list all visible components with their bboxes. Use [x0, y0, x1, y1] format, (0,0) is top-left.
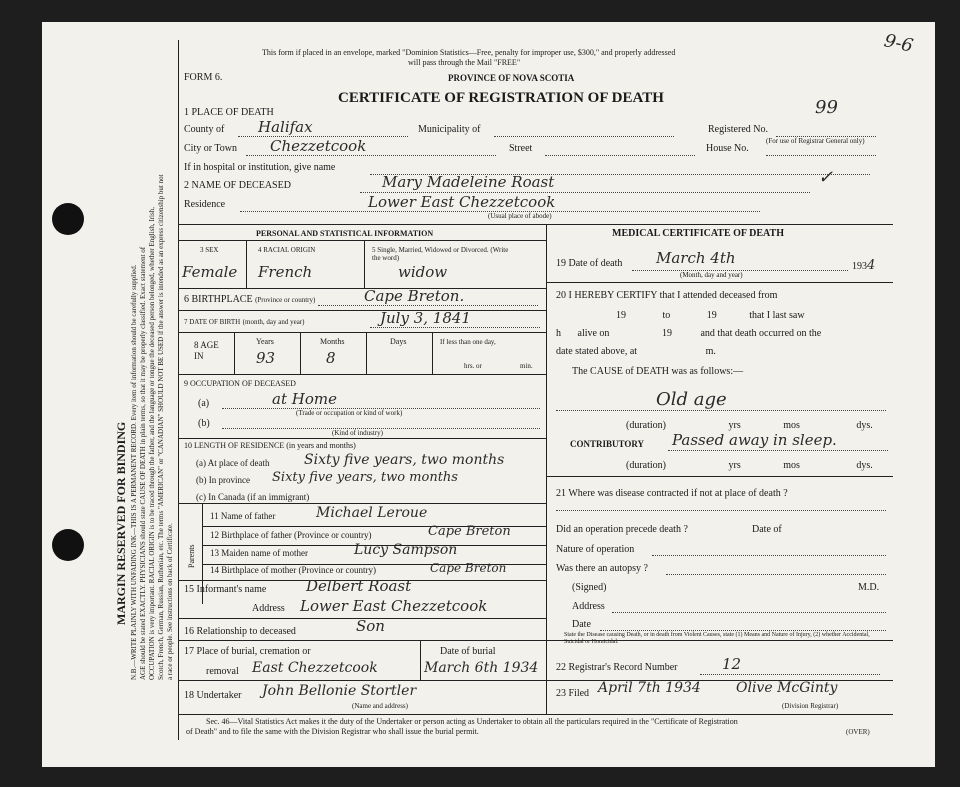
informant-address-label: Address [252, 603, 285, 614]
burial-date-value: March 6th 1934 [424, 660, 539, 676]
q-date-of: Date of [752, 524, 782, 535]
death-year-prefix: 193 [852, 261, 867, 272]
birthplace-note: (Province or country) [255, 296, 316, 304]
residence-label: Residence [184, 199, 226, 210]
contrib-dys-label: dys. [856, 460, 873, 471]
margin-line-5: a race or people. See instructions on back of Certificate. [166, 523, 174, 680]
informant-value: Delbert Roast [306, 577, 412, 595]
informant-address-value: Lower East Chezzetcook [300, 597, 488, 615]
contrib-mos-label: mos [783, 460, 800, 471]
death-date-label: 19 Date of death [556, 258, 623, 269]
dob-note: (month, day and year) [242, 318, 305, 326]
occ-a-note: (Trade or occupation or kind of work) [296, 409, 403, 417]
md-label: M.D. [858, 582, 880, 593]
med-date-label: Date [572, 619, 591, 630]
years-value: 93 [256, 349, 276, 367]
province-title: PROVINCE OF NOVA SCOTIA [448, 73, 575, 83]
mail-notice-line2: will pass through the Mail "FREE" [408, 58, 521, 67]
house-line [766, 155, 876, 156]
street-line [545, 155, 695, 156]
death-date-value: March 4th [656, 249, 736, 267]
contrib-line [668, 450, 888, 451]
cause-duration-label: (duration) [626, 420, 666, 431]
residence-note: (Usual place of abode) [488, 212, 552, 220]
form-number: FORM 6. [184, 72, 223, 83]
municipality-line [494, 136, 674, 137]
status-label: 5 Single, Married, Widowed or Divorced. (Write the word) [372, 246, 509, 262]
death-year-value: 4 [867, 258, 876, 273]
days-label: Days [390, 337, 407, 346]
form-left-border [178, 40, 179, 740]
street-label: Street [509, 143, 533, 154]
undertaker-note: (Name and address) [352, 702, 408, 710]
q-nature: Nature of operation [556, 544, 635, 555]
cause-label: The CAUSE of DEATH was as follows:— [572, 366, 744, 377]
margin-line-3: OCCUPATION is very important. RACIAL ORIGIN is to be traced through the father, and the language or tongue the deceased person belonged, whether English, Irish, [148, 207, 156, 680]
name-value: Mary Madeleine Roast [382, 173, 555, 191]
birthplace-value: Cape Breton. [364, 287, 465, 305]
contrib-duration-label: (duration) [626, 460, 666, 471]
death-date-note: (Month, day and year) [680, 271, 743, 279]
res-a-label: (a) At place of death [196, 458, 270, 468]
res-b-label: (b) In province [196, 475, 250, 485]
rule-age [178, 374, 546, 375]
from-19: 19 [616, 310, 626, 321]
county-value: Halifax [258, 118, 313, 136]
occ-b: (b) [198, 418, 210, 429]
occ-a: (a) [198, 398, 210, 409]
sex-divider [246, 240, 247, 288]
relationship-value: Son [356, 617, 385, 635]
medical-heading: MEDICAL CERTIFICATE OF DEATH [612, 228, 784, 239]
rule-top [178, 224, 893, 225]
sex-label: 3 SEX [200, 246, 219, 254]
months-label: Months [320, 337, 345, 346]
mother-label: 13 Maiden name of mother [210, 548, 308, 558]
registered-note: (For use of Registrar General only) [766, 137, 865, 145]
rule-res [178, 503, 546, 504]
death-year [852, 258, 875, 274]
q23-signature: Olive McGinty [736, 680, 838, 696]
municipality-label: Municipality of [418, 124, 481, 135]
margin-line-4: Scotch, French, German, Russian, Ruthenian, etc. The terms "AMERICAN" or "CANADIAN" SHOULD NOT BE USED if the answer is intended as an express citizenship but not [157, 174, 165, 680]
age-div4 [432, 332, 433, 374]
race-value: French [258, 263, 313, 281]
res-b-value: Sixty five years, two months [272, 470, 458, 485]
q-operation: Did an operation precede death ? [556, 524, 688, 535]
burial-label: 17 Place of burial, cremation or [184, 646, 311, 657]
dob-value: July 3, 1841 [380, 309, 471, 327]
personal-heading: PERSONAL AND STATISTICAL INFORMATION [256, 229, 434, 238]
place-heading: 1 PLACE OF DEATH [184, 107, 274, 118]
dob-label-text: 7 DATE OF BIRTH [184, 318, 241, 326]
to-19: 19 [706, 310, 717, 321]
cause-dys-label: dys. [856, 420, 873, 431]
footer-line1: Sec. 46—Vital Statistics Act makes it the duty of the Undertaker or person acting as Undertaker to obtain all the particulars required in the "Certificate of Registration [206, 717, 738, 726]
binding-hole-bottom [52, 529, 84, 561]
to-label: to [662, 310, 671, 321]
mother-bp-value: Cape Breton [430, 561, 507, 575]
q23-label: 23 Filed [556, 688, 590, 699]
q21-line [556, 510, 886, 511]
cause-value: Old age [656, 389, 727, 410]
mother-value: Lucy Sampson [354, 542, 458, 558]
res-c-label: (c) In Canada (if an immigrant) [196, 492, 310, 502]
q21-label: 21 Where was disease contracted if not at place of death ? [556, 488, 788, 499]
occupation-label: 9 OCCUPATION OF DECEASED [184, 379, 296, 388]
hrs-label: hrs. or [464, 362, 482, 370]
certify-line2 [556, 310, 805, 322]
res-a-value: Sixty five years, two months [304, 452, 505, 468]
record-number-label: 22 Registrar's Record Number [556, 662, 678, 673]
alive-19: 19 [661, 328, 672, 339]
hospital-label: If in hospital or institution, give name [184, 162, 336, 173]
stated-above-label: date stated above, at [556, 346, 638, 357]
corner-note: 9-6 [882, 30, 915, 57]
name-label: 2 NAME OF DECEASED [184, 180, 291, 191]
dob-label [184, 316, 304, 328]
city-label: City or Town [184, 143, 238, 154]
contrib-duration [626, 460, 873, 472]
city-line [246, 155, 496, 156]
city-value: Chezzetcook [270, 137, 367, 155]
certify-line4 [556, 346, 716, 358]
burial-divider [420, 640, 421, 680]
county-label: County of [184, 124, 225, 135]
contrib-label: CONTRIBUTORY [570, 439, 645, 449]
rule-personal [178, 240, 546, 241]
parents-label: Parents [187, 544, 196, 568]
years-label: Years [256, 337, 274, 346]
house-label: House No. [706, 143, 749, 154]
rule-med-date [546, 282, 893, 283]
age-div1 [234, 332, 235, 374]
race-label: 4 RACIAL ORIGIN [258, 246, 316, 254]
signed-label: (Signed) [572, 582, 607, 593]
certify-line: 20 I HEREBY CERTIFY that I attended deceased from [556, 290, 778, 301]
residence-len-label: 10 LENGTH OF RESIDENCE (in years and months) [184, 441, 356, 450]
father-bp-value: Cape Breton [428, 524, 511, 539]
footer-over: (OVER) [846, 728, 870, 736]
death-occurred-label: and that death occurred on the [700, 328, 822, 339]
certify-line3 [556, 328, 821, 340]
lessday-label: If less than one day, [440, 338, 496, 346]
cause-line [556, 410, 886, 411]
race-divider [364, 240, 365, 288]
alive-label: alive on [577, 328, 610, 339]
rule-bottom [178, 714, 893, 715]
birthplace-line [318, 305, 538, 306]
h-label: h [556, 328, 561, 339]
registered-value: 99 [815, 97, 838, 118]
cause-mos-label: mos [783, 420, 800, 431]
q-autopsy-line [666, 574, 886, 575]
rule-burial [178, 680, 546, 681]
q-autopsy: Was there an autopsy ? [556, 563, 648, 574]
min-label: min. [520, 362, 533, 370]
burial-value: East Chezzetcook [252, 660, 378, 676]
occ-a-value: at Home [272, 390, 337, 408]
age-div3 [366, 332, 367, 374]
undertaker-value: John Bellonie Stortler [262, 683, 417, 699]
dob-line [370, 327, 540, 328]
record-line [700, 674, 880, 675]
state-note: State the Disease causing Death, or in death from Violent Causes, state (1) Means and Nature of Injury, (2) whether Accidental, Suicidal or Homicidal. [564, 632, 870, 645]
residence-value: Lower East Chezzetcook [368, 193, 556, 211]
removal-label: removal [206, 666, 239, 677]
name-checkmark: ✓ [818, 167, 834, 188]
rule-birthplace [178, 310, 546, 311]
age-div2 [300, 332, 301, 374]
sex-value: Female [182, 263, 238, 281]
binding-hole-top [52, 203, 84, 235]
q-nature-line [652, 555, 886, 556]
cause-yrs-label: yrs [728, 420, 741, 431]
father-label: 11 Name of father [210, 511, 276, 521]
q23-note: (Division Registrar) [782, 702, 839, 710]
margin-line-2: AGE should be stated EXACTLY. PHYSICIANS should state CAUSE OF DEATH in plain terms, so that it may be properly classified. Exact statement of [139, 246, 147, 680]
margin-line-1: N.B.—WRITE PLAINLY WITH UNFADING INK—THIS IS A PERMANENT RECORD. Every item of information should be carefully supplied. [130, 264, 138, 680]
birthplace-label-text: 6 BIRTHPLACE [184, 294, 253, 305]
rule-sex [178, 288, 546, 289]
mail-notice-line1: This form if placed in an envelope, marked "Dominion Statistics—Free, penalty for improper use, $300," and properly addressed [262, 48, 676, 57]
rule-contrib [546, 476, 893, 477]
mother-bp-label: 14 Birthplace of mother (Province or country) [210, 565, 376, 575]
rule-occ [178, 438, 546, 439]
father-value: Michael Leroue [316, 505, 428, 521]
footer-line2: of Death" and to file the same with the Division Registrar who shall issue the burial permit. [186, 727, 479, 736]
med-address-label: Address [572, 601, 605, 612]
last-saw-label: that I last saw [749, 310, 805, 321]
page-title: CERTIFICATE OF REGISTRATION OF DEATH [338, 90, 664, 106]
record-number-value: 12 [722, 655, 742, 673]
margin-title: MARGIN RESERVED FOR BINDING [114, 421, 128, 625]
informant-label: 15 Informant's name [184, 584, 267, 595]
father-bp-label: 12 Birthplace of father (Province or country) [210, 530, 372, 540]
status-value: widow [398, 263, 448, 281]
relationship-label: 16 Relationship to deceased [184, 626, 296, 637]
contrib-yrs-label: yrs [728, 460, 741, 471]
undertaker-label: 18 Undertaker [184, 690, 242, 701]
registered-label: Registered No. [708, 124, 768, 135]
contrib-value: Passed away in sleep. [672, 431, 837, 449]
m-label: m. [705, 346, 716, 357]
med-date-line [600, 630, 886, 631]
age-label: 8 AGE IN [194, 340, 219, 361]
months-value: 8 [326, 349, 336, 367]
med-address-line [612, 612, 886, 613]
q23-date: April 7th 1934 [598, 680, 701, 696]
burial-date-label: Date of burial [440, 646, 496, 657]
occ-b-note: (Kind of industry) [332, 429, 383, 437]
birthplace-label [184, 294, 315, 306]
